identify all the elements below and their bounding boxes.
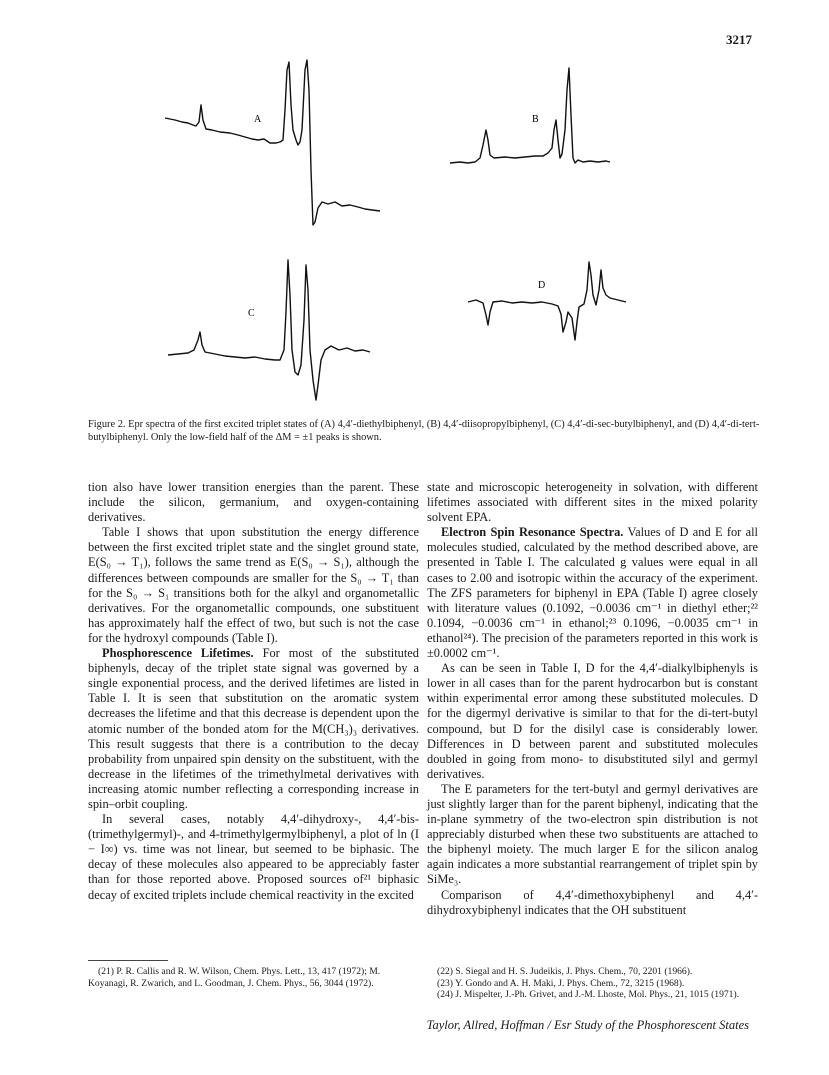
paragraph <box>88 525 419 646</box>
figure-caption <box>88 418 768 444</box>
paragraph <box>427 525 758 661</box>
paragraph-text: The E parameters for the tert-butyl and germyl derivatives are just slightly larger than for the parent biphenyl, indicating that the in-plane symmetry of the two-electron spin distribution is not appreciably disturbed when these two substituents are attached to the biphenyl moiety. The much larger E for the silicon analog again indicates a more substantial rearrangement of triplet spin by SiMe₃. <box>427 781 758 887</box>
paragraph-text: Comparison of 4,4′-dimethoxybiphenyl and 4,4′-dihydroxybiphenyl indicates that the OH substituent <box>427 887 758 917</box>
page-number: 3217 <box>726 32 752 47</box>
epr-spectra-figure <box>150 50 760 410</box>
panel-label-a: A <box>254 114 262 125</box>
paragraph <box>427 661 758 782</box>
reference-item: (24) J. Mispelter, J.-Ph. Grivet, and J.-M. Lhoste, Mol. Phys., 21, 1015 (1971). <box>437 989 740 1001</box>
section-heading: Phosphorescence Lifetimes. <box>102 646 254 661</box>
panel-label-b: B <box>532 114 539 125</box>
footnote-rule-left <box>88 960 168 961</box>
spectrum-c-trace <box>168 260 370 400</box>
references-right <box>427 966 758 1001</box>
paragraph <box>427 480 758 525</box>
spectrum-b-trace <box>450 68 610 163</box>
paragraph <box>427 888 758 918</box>
reference-item: (21) P. R. Callis and R. W. Wilson, Chem. Phys. Lett., 13, 417 (1972); M. Koyanagi, R. Zwarich, and L. Goodman, J. Chem. Phys., 56, 3044 (1972). <box>88 966 381 989</box>
reference-item: (22) S. Siegal and H. S. Judeikis, J. Phys. Chem., 70, 2201 (1966). <box>437 966 693 977</box>
caption-label: Figure 2. <box>88 419 126 430</box>
panel-label-c: C <box>248 308 255 319</box>
reference-item: (23) Y. Gondo and A. H. Maki, J. Phys. Chem., 72, 3215 (1968). <box>437 977 685 989</box>
paragraph <box>88 646 419 812</box>
paragraph-text: Values of D and E for all molecules studied, calculated by the method described above, are presented in Table I. The calculated g values were equal in all cases to 2.00 and isotropic within the accuracy of the experiment. The ZFS parameters for biphenyl in EPA (Table I) agree closely with literature values (0.1092, −0.0036 cm⁻¹ in diethyl ether;²² 0.1094, −0.0036 cm⁻¹ in ethanol;²³ 0.1096, −0.0035 cm⁻¹ in ethanol²⁴). The precision of the parameters reported in this work is ±0.0002 cm⁻¹. <box>427 525 758 661</box>
paragraph <box>88 812 419 903</box>
paragraph-text: In several cases, notably 4,4′-dihydroxy-, 4,4′-bis-(trimethylgermyl)-, and 4-trimethylgermylbiphenyl, a plot of ln (I − I∞) vs. time was not linear, but seemed to be biphasic. The decay of these molecules also appeared to be appreciably faster than for those reported above. Proposed sources of²¹ biphasic decay of excited triplets include chemical reactivity in the excited <box>88 812 419 902</box>
caption-text: Epr spectra of the first excited triplet states of (A) 4,4′-diethylbiphenyl, (B) 4,4′-diisopropylbiphenyl, (C) 4,4′-di-sec-butylbiphenyl, and (D) 4,4′-di-tert-butylbiphenyl. Only the low-field half of the ΔM = ±1 peaks is shown. <box>88 419 760 443</box>
spectrum-d-trace <box>468 262 626 340</box>
paragraph-text: Table I shows that upon substitution the energy difference between the first excited triplet state and the singlet ground state, E(S₀ → T₁), follows the same trend as E(S₀ → S₁), although the differences between compounds are smaller for the S₀ → T₁ than for the S₀ → S₁ transitions both for the alkyl and organometallic derivatives. For the organometallic compounds, one substituent has approximately half the effect of two, but such is not the case for the hydroxyl compounds (Table I). <box>88 525 419 645</box>
running-footer: Taylor, Allred, Hoffman / Esr Study of the Phosphorescent States <box>426 1018 749 1032</box>
paragraph-text: state and microscopic heterogeneity in solvation, with different lifetimes associated with different sites in the mixed polarity solvent EPA. <box>427 480 758 525</box>
panel-label-d: D <box>538 280 546 291</box>
left-column <box>88 480 419 903</box>
references-left <box>88 966 419 989</box>
spectrum-a-trace <box>165 60 380 225</box>
paragraph-text: As can be seen in Table I, D for the 4,4′-dialkylbiphenyls is lower in all cases than for the parent hydrocarbon but is constant within experimental error among these substituted molecules. D for the digermyl derivative is similar to that for the di-tert-butyl compound, but D for the disilyl case is considerably lower. Differences in D between parent and substituted molecules doubled in going from mono- to disubstituted silyl and germyl derivatives. <box>427 661 758 781</box>
paragraph-text: tion also have lower transition energies than the parent. These include the silicon, germanium, and oxygen-containing derivatives. <box>88 480 419 525</box>
paragraph <box>88 480 419 525</box>
paragraph-text: For most of the substituted biphenyls, decay of the triplet state signal was governed by a single exponential process, and the derived lifetimes are listed in Table I. It is seen that substitution on the aromatic system decreases the lifetime and that this decrease is dependent upon the atomic number of the bonded atom for the M(CH₃)₃ derivatives. This result suggests that there is a contribution to the decay probability from unpaired spin density on the substituent, with the decrease in the lifetimes of the trimethylmetal derivatives with increasing atomic number reflecting a corresponding increase in spin–orbit coupling. <box>88 646 419 811</box>
right-column <box>427 480 758 918</box>
paragraph <box>427 782 758 888</box>
section-heading: Electron Spin Resonance Spectra. <box>441 525 624 540</box>
